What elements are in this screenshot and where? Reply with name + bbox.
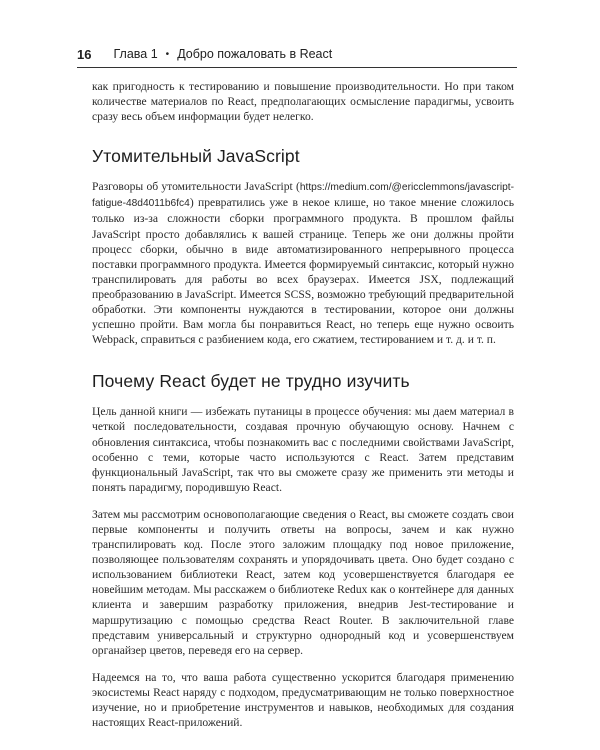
why-react-paragraph-1: Цель данной книги — избежать путаницы в процессе обучения: мы даем материал в четкой последовательности, создавая прочную обучающую основу. Начнем с обновления синтаксиса, чтобы познакомить вас с последними свойствами JavaScript, особенно с теми, которые часто используются с React. Затем представим функциональный JavaScript, так что вы сможете сразу же применить эти методы и понять парадигму, породившую React. — [92, 405, 514, 494]
javascript-fatigue-paragraph — [92, 179, 514, 347]
page-content — [92, 79, 514, 730]
fatigue-text-end: ) превратились уже в некое клише, но такое мнение сложилось только из-за сложности сборки программного продукта. В прошлом файлы JavaScript просто добавлялись к вашей странице. Теперь же они должны пройти процесс сборки, обычно в виде автоматизированного непрерывного процесса поставки программного продукта. Имеется формируемый синтаксис, который нужно транспилировать для работы во всех браузерах. Имеется JSX, подлежащий преобразованию в JavaScript. Имеется SCSS, возможно требующий предварительной обработки. Эти компоненты нуждаются в тестировании, которое они должны успешно пройти. Вам могла бы понравиться React, но теперь еще нужно освоить Webpack, справиться с разбиением кода, его сжатием, тестированием и т. д. и т. п. — [92, 196, 514, 347]
why-react-paragraph-3: Надеемся на то, что ваша работа существенно ускорится благодаря применению экосистемы React наряду с подходом, предусматривающим не только поверхностное изучение, но и приобретение инструментов и навыков, необходимых для создания настоящих React-приложений. — [92, 670, 514, 730]
page-number: 16 — [77, 46, 92, 62]
header-bullet: • — [165, 48, 170, 60]
section-heading-why-react-easy: Почему React будет не трудно изучить — [92, 371, 410, 392]
fatigue-article-url: https://medium.com/@ericclemmons/javascript-fatigue-48d4011b6fc4 — [92, 182, 514, 210]
chapter-title: Добро пожаловать в React — [177, 47, 333, 61]
chapter-label: Глава 1 — [113, 47, 158, 61]
header-rule — [77, 67, 517, 68]
fatigue-text-start: Разговоры об утомительности JavaScript ( — [92, 180, 300, 194]
section-heading-javascript-fatigue: Утомительный JavaScript — [92, 146, 300, 167]
why-react-paragraph-2: Затем мы рассмотрим основополагающие сведения о React, вы сможете создать свои первые компоненты и получить ответы на вопросы, зачем и как нужно транспилировать код. После этого заложим площадку под новое приложение, позволяющее пользователям сохранять и упорядочивать цвета. Оно будет создано с использованием библиотеки React, затем код усовершенствуется благодаря ее новейшим методам. Мы расскажем о библиотеке Redux как о контейнере для данных клиента и завершим разработку приложения, внедрив Jest-тестирование и маршрутизацию с помощью средства React Router. В заключительной главе представим универсальный и структурно однородный код и усовершенствуем органайзер цветов, переведя его на сервер. — [92, 507, 514, 657]
running-header — [77, 44, 517, 64]
intro-paragraph: как пригодность к тестированию и повышение производительности. Но при таком количестве материалов по React, предполагающих осмысление парадигмы, усвоить сразу весь объем информации будет нелегко. — [92, 80, 514, 124]
